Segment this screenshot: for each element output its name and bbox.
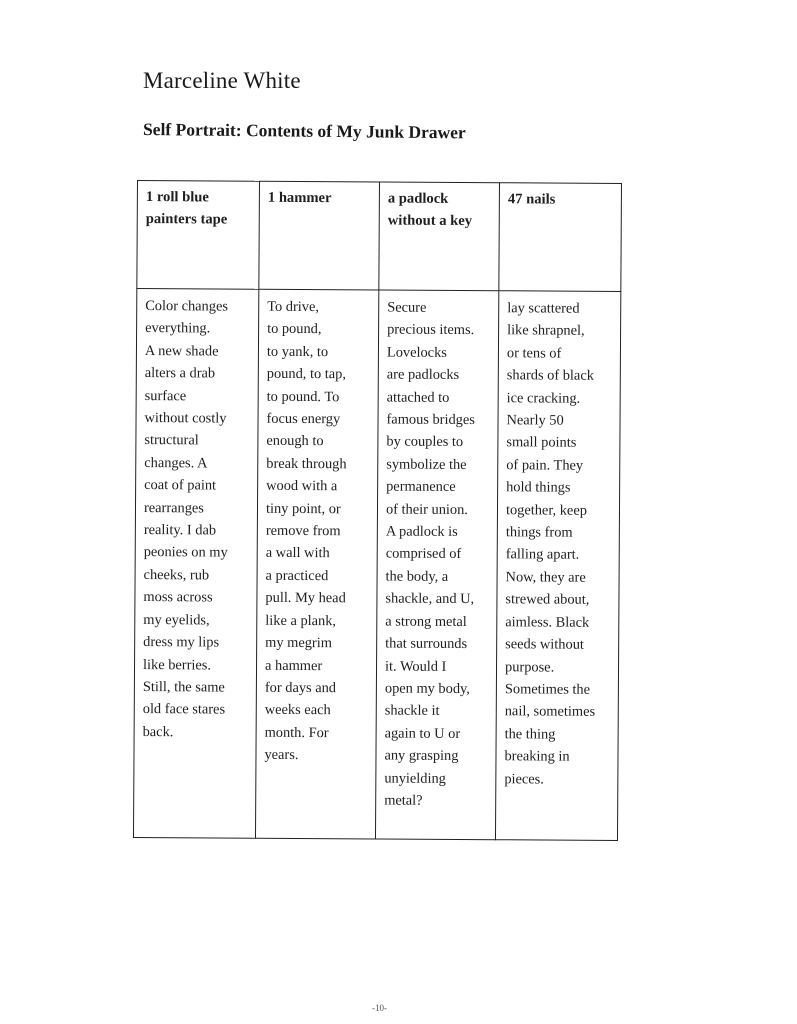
author-name: Marceline White	[143, 68, 301, 93]
body-text-tape: Color changes everything. A new shade alters a drab surface without costly structural changes. A coat of paint rearranges reality. I dab peonies on my cheeks, rub moss across my eyelids, dress my lips like berries. Still, the same old face stares back.	[142, 298, 229, 740]
body-cell-hammer	[255, 289, 378, 839]
header-cell-tape	[137, 181, 260, 290]
header-text-hammer: 1 hammer	[267, 189, 332, 207]
header-cell-padlock	[379, 182, 500, 291]
header-cell-hammer	[259, 181, 380, 290]
junk-drawer-table-wrapper	[133, 180, 621, 841]
poem-title: Self Portrait: Contents of My Junk Drawer	[142, 119, 466, 143]
header-cell-nails	[499, 183, 622, 292]
body-text-nails: lay scattered like shrapnel, or tens of shards of black ice cracking. Nearly 50 small points of pain. They hold things together, keep things from falling apart. Now, they are strewed about, aimless. Black seeds without purpose. Sometimes the nail, sometimes the thing breaking in pieces.	[504, 300, 596, 788]
body-cell-nails	[495, 291, 620, 841]
page-number: -10-	[372, 1003, 387, 1013]
header-text-tape: 1 roll blue painters tape	[145, 189, 228, 228]
body-cell-tape	[133, 289, 258, 839]
body-cell-padlock	[375, 290, 498, 840]
junk-drawer-table	[133, 180, 622, 841]
header-text-nails: 47 nails	[507, 191, 556, 208]
header-text-padlock: a padlock without a key	[387, 190, 473, 230]
body-text-padlock: Secure precious items. Lovelocks are padlocks attached to famous bridges by couples to symbolize the permanence of their union. A padlock is comprised of the body, a shackle, and U, a strong metal that surrounds it. Would I open my body, shackle it again to U or any grasping unyielding metal?	[384, 299, 475, 809]
table-header-row	[137, 181, 622, 292]
table-body-row	[133, 289, 620, 841]
body-text-hammer: To drive, to pound, to yank, to pound, to tap, to pound. To focus energy enough to break through wood with a tiny point, or remove from a wall with a practiced pull. My head like a plank, my megrim a hammer for days and weeks each month. For years.	[264, 298, 347, 764]
